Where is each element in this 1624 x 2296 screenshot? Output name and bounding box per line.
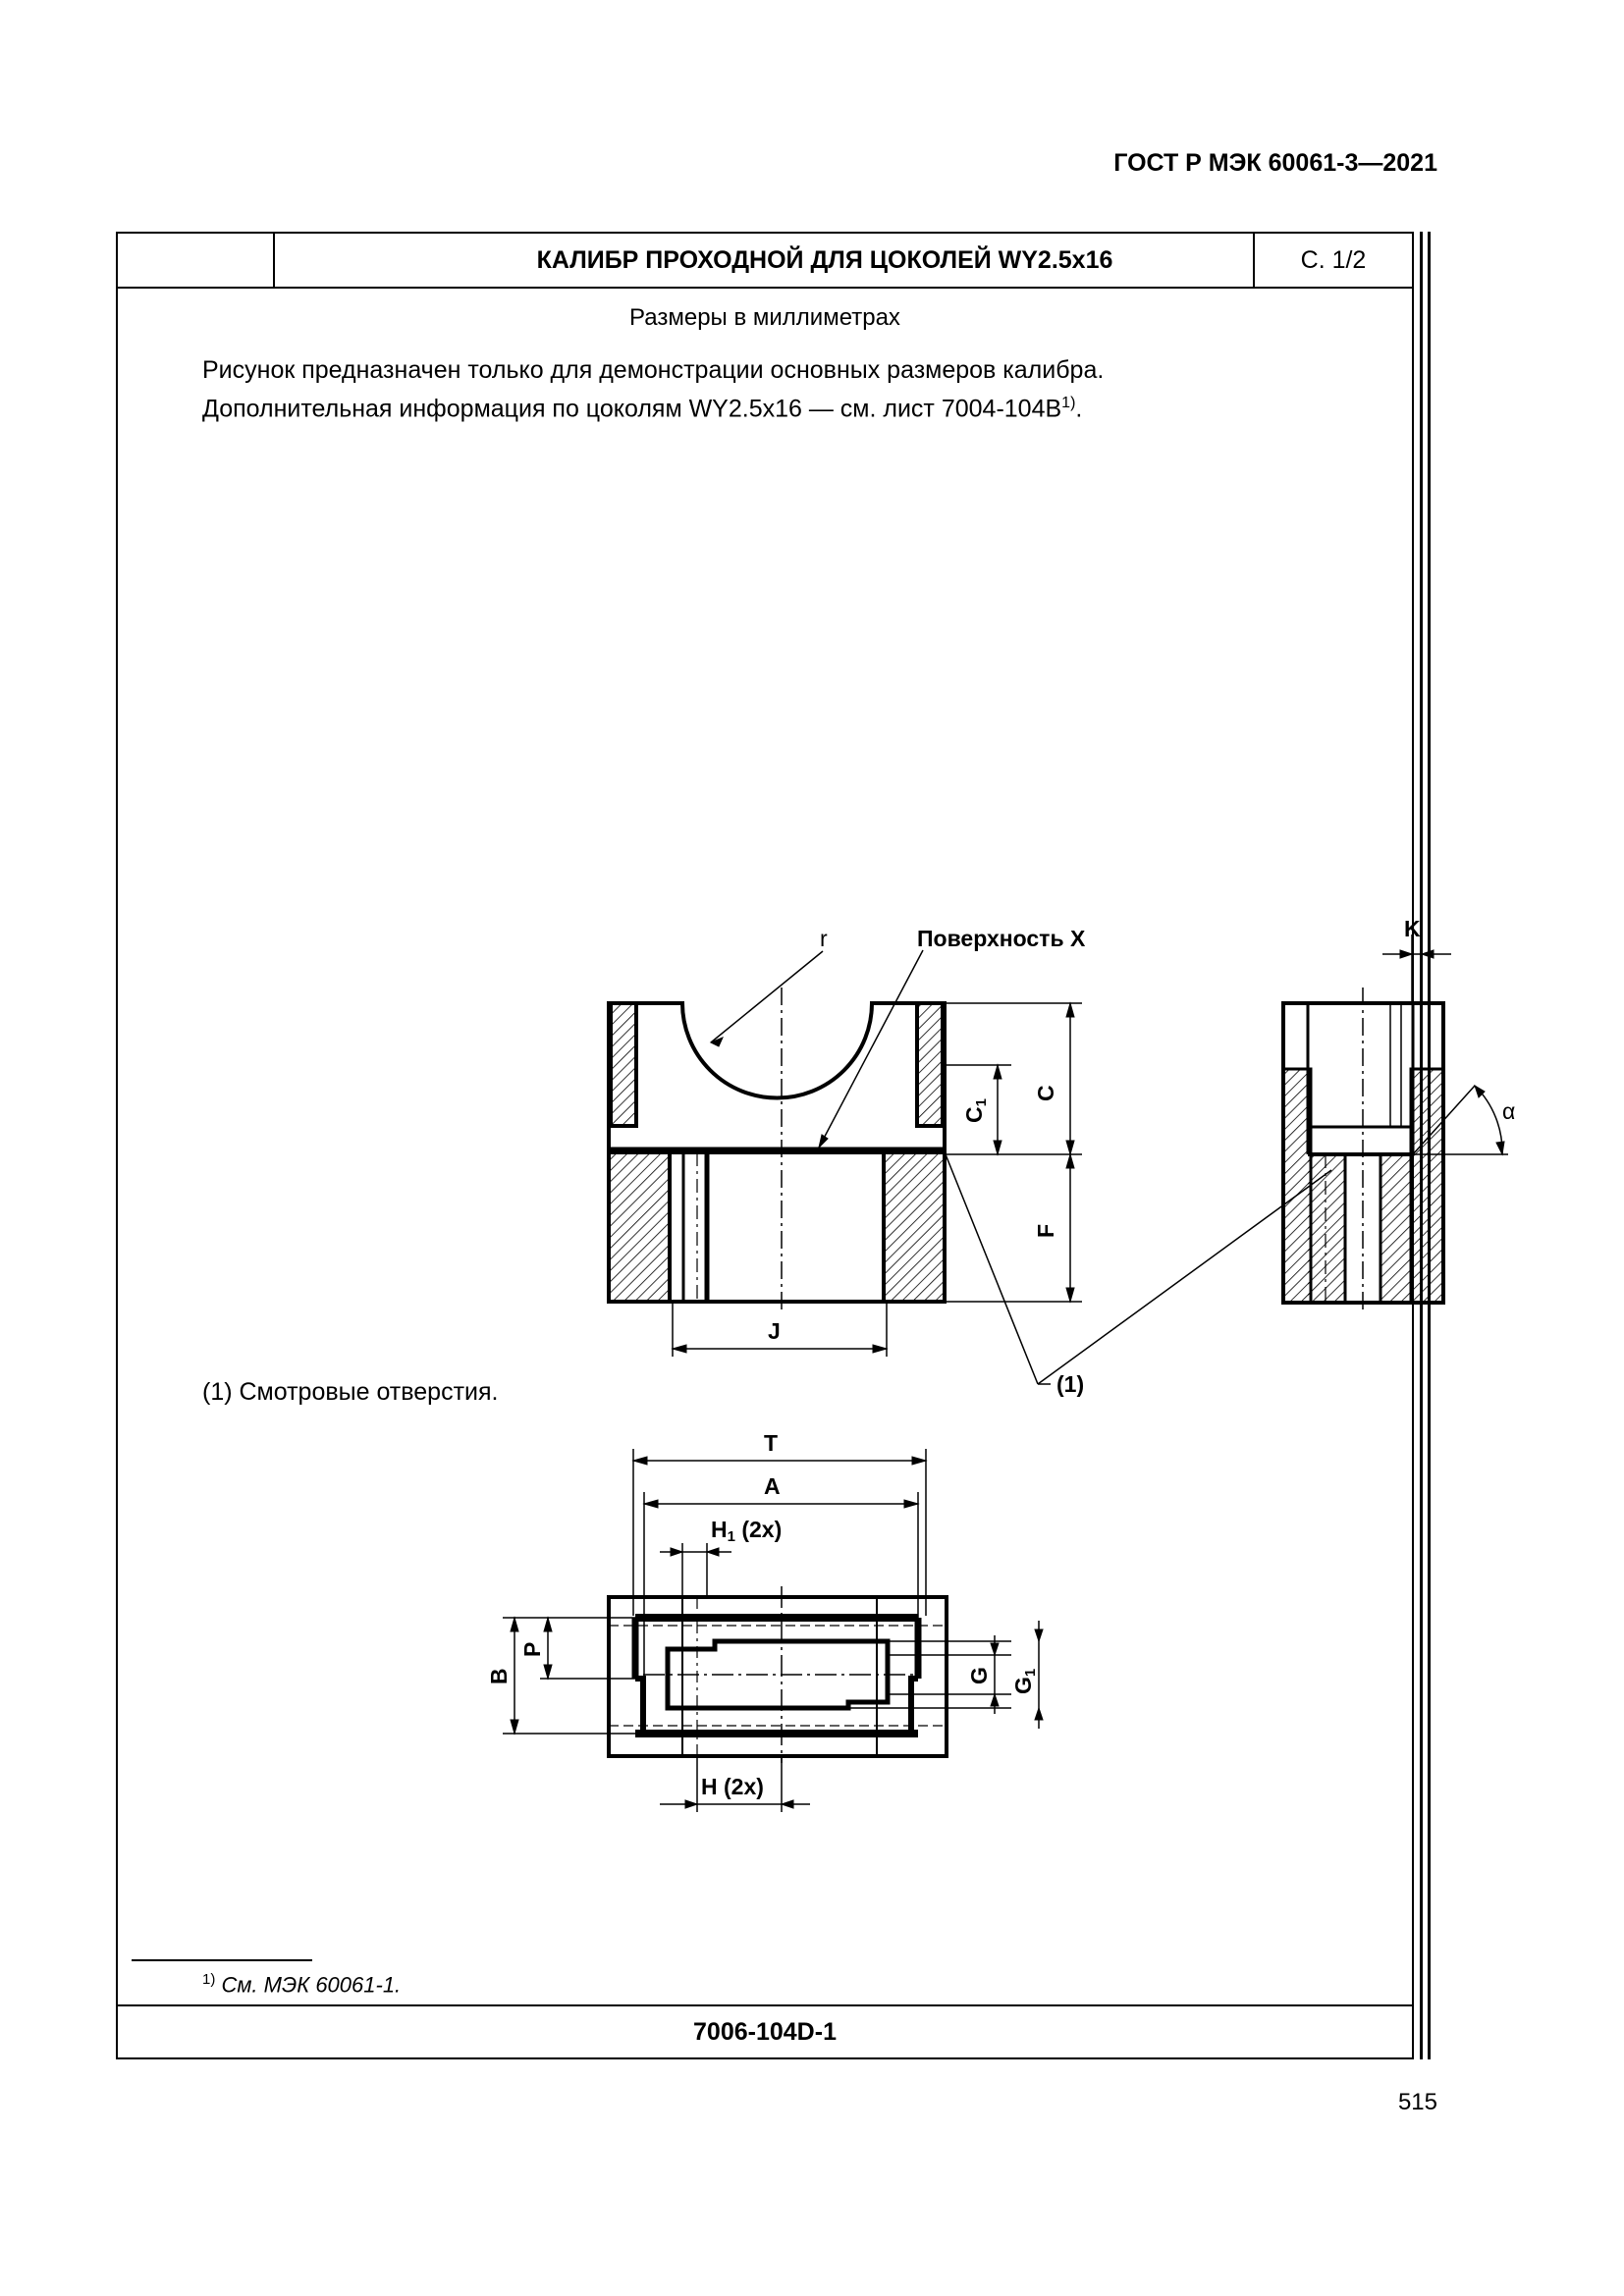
front-upper-hatch-right [917, 1003, 943, 1126]
footnote [202, 1971, 401, 1998]
label-ref1: (1) [1056, 1371, 1085, 1397]
top-view [503, 1449, 1043, 1812]
front-lower-hatch-left [609, 1152, 670, 1302]
footnote-mark: 1) [202, 1971, 216, 1988]
sheet-title: КАЛИБР ПРОХОДНОЙ ДЛЯ ЦОКОЛЕЙ WY2.5x16 [536, 246, 1113, 274]
label-g1: G1 [1010, 1668, 1039, 1694]
page-number: 515 [1397, 2089, 1437, 2115]
units-note: Размеры в миллиметрах [629, 304, 900, 331]
label-h1: H1 (2x) [711, 1517, 783, 1545]
intro-line-2-text: Дополнительная информация по цоколям WY2.5x16 — см. лист 7004-104B [202, 395, 1062, 423]
viewing-holes-note: (1) Смотровые отверстия. [202, 1378, 499, 1406]
front-lower-hatch-right [884, 1152, 945, 1302]
label-t: T [764, 1430, 779, 1456]
label-c1: C1 [961, 1098, 990, 1123]
footnote-text: См. МЭК 60061-1. [215, 1972, 402, 1998]
side-view [1283, 934, 1508, 1311]
label-c: C [1033, 1085, 1058, 1101]
label-f: F [1033, 1223, 1058, 1238]
label-p: P [519, 1641, 545, 1657]
label-k: K [1404, 916, 1421, 941]
label-b: B [486, 1668, 512, 1684]
front-view [609, 950, 1331, 1384]
label-a: A [764, 1473, 781, 1499]
sheet-code: 7006-104D-1 [118, 2004, 1412, 2057]
intro-line-2-end: . [1075, 395, 1083, 423]
label-h: H (2x) [701, 1774, 764, 1799]
label-g: G [966, 1667, 992, 1684]
front-upper-body [609, 1003, 945, 1150]
label-surface-x: Поверхность X [917, 926, 1086, 951]
front-upper-hatch-left [611, 1003, 636, 1126]
label-r: r [820, 926, 828, 951]
sheet-frame [116, 232, 1516, 2059]
sheet-page-indicator: С. 1/2 [1253, 234, 1412, 287]
label-j: J [768, 1318, 781, 1344]
intro-line-1: Рисунок предназначен только для демонстрации основных размеров калибра. [202, 356, 1105, 384]
standard-code: ГОСТ Р МЭК 60061-3—2021 [1113, 149, 1437, 177]
footnote-ref: 1) [1061, 395, 1076, 411]
label-alpha: α [1502, 1098, 1516, 1124]
footnote-rule [132, 1959, 312, 1961]
